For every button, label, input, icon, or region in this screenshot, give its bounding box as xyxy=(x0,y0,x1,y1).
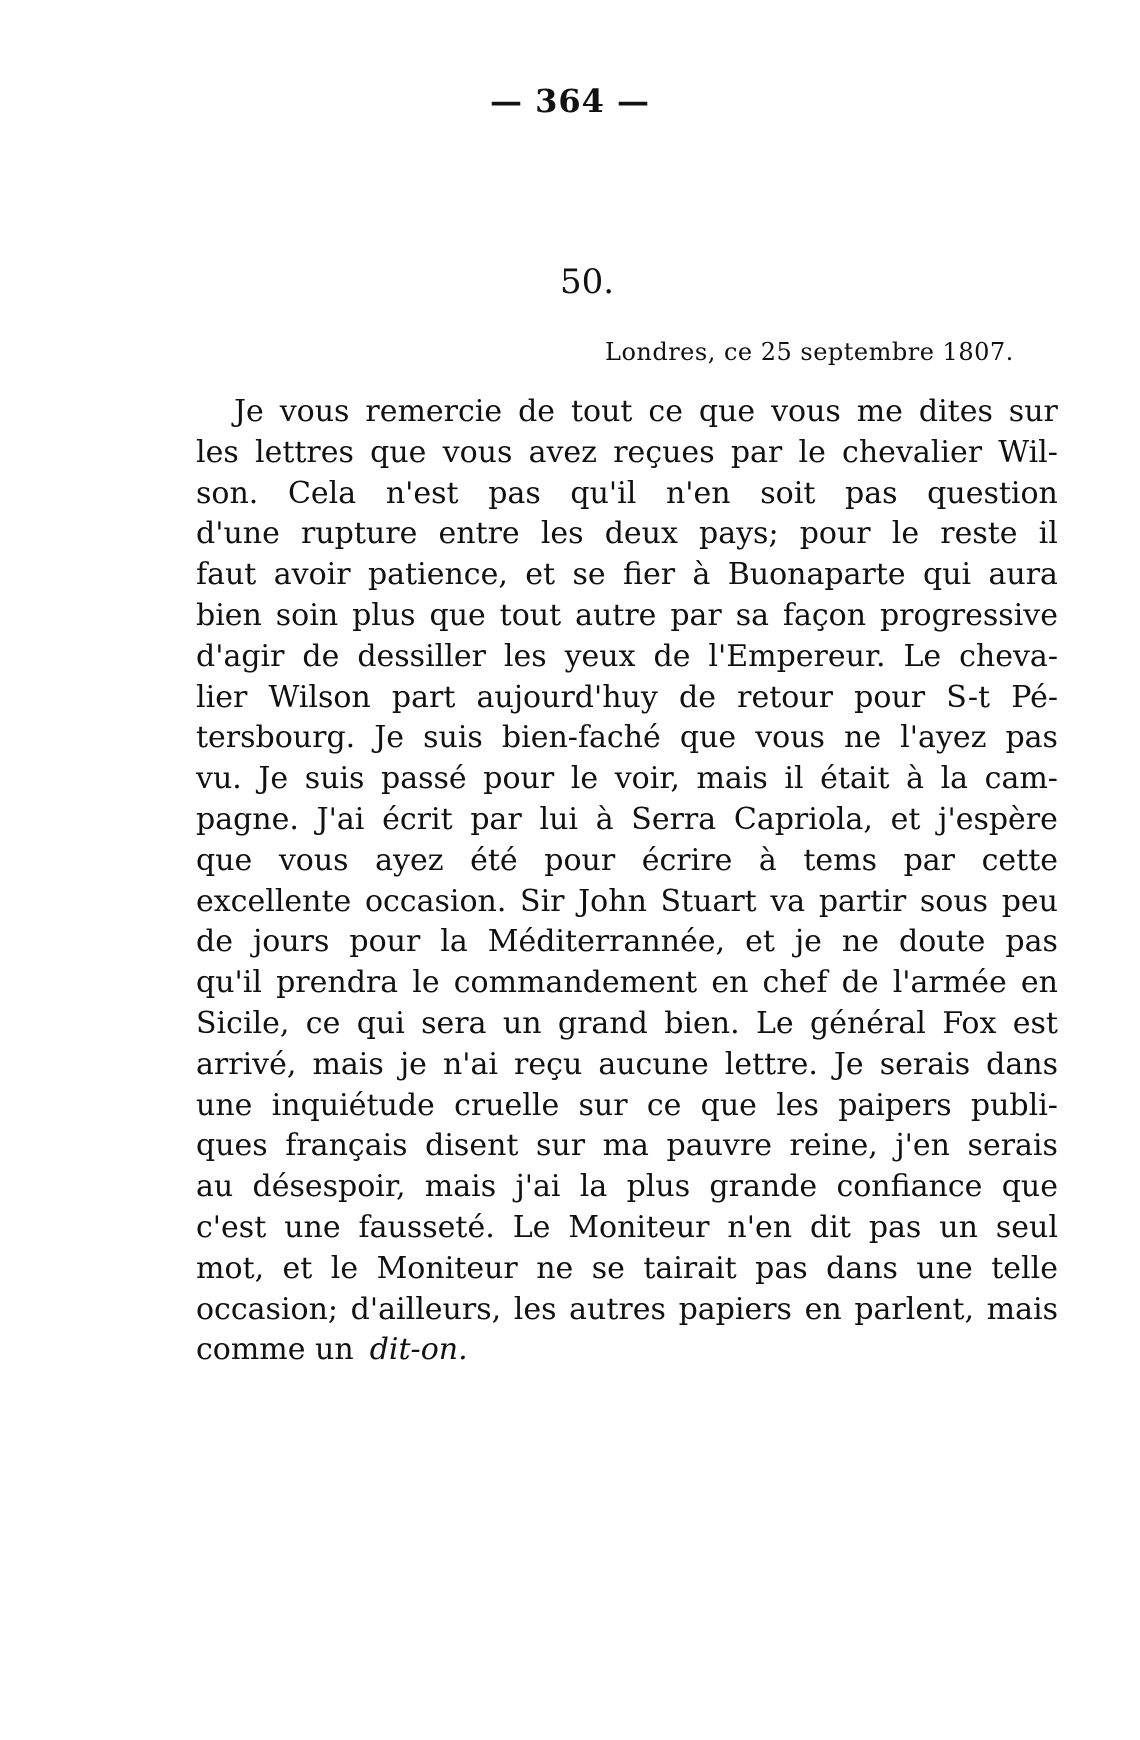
word: lettres xyxy=(254,434,354,470)
word: j'espère xyxy=(938,801,1058,837)
word: Serra xyxy=(631,801,717,837)
word: jours xyxy=(252,924,330,960)
word: arrivé, xyxy=(196,1046,297,1082)
word: vous xyxy=(278,842,349,878)
word: et xyxy=(282,1250,313,1286)
letter-line xyxy=(196,841,1058,882)
word: c'est xyxy=(196,1209,267,1245)
word: est xyxy=(1012,1005,1058,1041)
word: suis xyxy=(423,720,483,756)
word: les xyxy=(503,638,547,674)
word: de xyxy=(196,924,233,960)
word: une xyxy=(196,1087,253,1123)
word: ques xyxy=(196,1128,268,1164)
word: de xyxy=(841,965,879,1001)
word: que xyxy=(679,720,737,756)
word: faut xyxy=(196,557,257,593)
word: pas xyxy=(1005,720,1058,756)
word: que xyxy=(370,434,427,470)
word: en xyxy=(1020,965,1058,1001)
word: occasion. xyxy=(364,883,507,919)
word: tout xyxy=(499,597,562,633)
word: les xyxy=(196,434,239,470)
word: mais xyxy=(986,1291,1058,1327)
word: pas xyxy=(1005,924,1058,960)
word: de xyxy=(518,394,556,429)
word: Le xyxy=(755,1005,794,1041)
word: tersbourg. xyxy=(196,720,356,756)
word: et xyxy=(890,801,921,837)
word: reçu xyxy=(514,1046,583,1082)
word: Je xyxy=(833,1046,864,1082)
word: part xyxy=(391,679,456,715)
word: d'une xyxy=(196,516,280,552)
word: le xyxy=(412,965,440,1001)
word: de xyxy=(302,638,340,674)
word: pas xyxy=(755,1250,808,1286)
word: Fox xyxy=(942,1005,997,1041)
word: confiance xyxy=(836,1169,983,1205)
word: son. xyxy=(196,475,259,511)
word: d'agir xyxy=(196,638,285,674)
word: autre xyxy=(575,597,657,633)
word: ce xyxy=(305,1005,341,1041)
word: suis xyxy=(304,761,365,797)
word: français xyxy=(285,1128,408,1164)
word: avez xyxy=(528,434,597,470)
word: par xyxy=(730,434,783,470)
word: sera xyxy=(421,1005,487,1041)
word: Le xyxy=(512,1209,551,1245)
word: voir, xyxy=(614,761,680,797)
word: doute xyxy=(898,924,986,960)
word: Je xyxy=(234,394,264,429)
word: cam- xyxy=(984,761,1058,797)
word: serais xyxy=(967,1128,1058,1164)
letter-line xyxy=(196,514,1058,555)
letter-line xyxy=(196,433,1058,474)
word: l'armée xyxy=(892,965,1007,1001)
word: j'ai xyxy=(515,1169,561,1205)
word: reine, xyxy=(789,1128,878,1164)
word: dites xyxy=(918,394,993,429)
word: général xyxy=(810,1005,926,1041)
word: mais xyxy=(424,1169,497,1205)
word: S-t xyxy=(946,679,991,715)
last-line-italic: dit-on. xyxy=(369,1332,468,1368)
word: le xyxy=(891,516,920,552)
word: Le xyxy=(903,638,942,674)
word: cheva- xyxy=(959,638,1058,674)
word: lettre. xyxy=(724,1046,818,1082)
word: autres xyxy=(569,1291,666,1327)
word: parlent, xyxy=(854,1291,975,1327)
letter-line xyxy=(196,596,1058,637)
letter-dateline: Londres, ce 25 septembre 1807. xyxy=(605,338,1014,366)
word: lui xyxy=(539,801,578,837)
word: il xyxy=(1038,516,1058,552)
word: bien-faché xyxy=(501,720,661,756)
word: à xyxy=(758,842,777,878)
word: va xyxy=(770,883,806,919)
word: en xyxy=(804,1291,842,1327)
word: n'en xyxy=(665,475,731,511)
word: progressive xyxy=(879,597,1058,633)
word: pour xyxy=(349,924,421,960)
word: mais xyxy=(696,761,768,797)
letter-line xyxy=(196,1004,1058,1045)
letter-line xyxy=(196,1045,1058,1086)
word: vous xyxy=(442,434,513,470)
word: par xyxy=(470,801,522,837)
word: un xyxy=(502,1005,542,1041)
word: plus xyxy=(352,597,416,633)
word: Moniteur xyxy=(376,1250,518,1286)
word: chevalier xyxy=(842,434,983,470)
word: entre xyxy=(438,516,520,552)
word: Cela xyxy=(287,475,357,511)
letter-line xyxy=(196,678,1058,719)
word: que xyxy=(698,394,756,429)
word: aujourd'huy xyxy=(476,679,658,715)
word: fier xyxy=(622,557,676,593)
word: je xyxy=(399,1046,427,1082)
word: écrire xyxy=(641,842,733,878)
word: commandement xyxy=(453,965,698,1001)
word: mais xyxy=(312,1046,384,1082)
word: soin xyxy=(275,597,339,633)
word: qu'il xyxy=(196,965,262,1001)
word: vu. xyxy=(196,761,242,797)
letter-line xyxy=(196,555,1058,596)
word: rupture xyxy=(300,516,418,552)
word: Capriola, xyxy=(733,801,873,837)
word: se xyxy=(572,557,606,593)
word: grande xyxy=(709,1169,818,1205)
word: vous xyxy=(771,394,841,429)
word: la xyxy=(440,924,468,960)
word: seul xyxy=(995,1209,1058,1245)
word: une xyxy=(284,1209,341,1245)
word: qui xyxy=(356,1005,405,1041)
word: les xyxy=(776,1087,819,1123)
word: façon xyxy=(782,597,867,633)
letter-line xyxy=(196,1126,1058,1167)
word: que xyxy=(429,597,486,633)
letter-line xyxy=(196,1167,1058,1208)
word: n'en xyxy=(727,1209,793,1245)
word: le xyxy=(330,1250,359,1286)
word: Sir xyxy=(520,883,565,919)
letter-line xyxy=(196,882,1058,923)
word: qu'il xyxy=(570,475,637,511)
word: telle xyxy=(991,1250,1058,1286)
word: ce xyxy=(648,394,683,429)
page-number: — 364 — xyxy=(489,82,651,120)
word: que xyxy=(196,842,253,878)
word: prendra xyxy=(276,965,399,1001)
word: inquiétude xyxy=(271,1087,435,1123)
word: aucune xyxy=(598,1046,709,1082)
word: la xyxy=(579,1169,608,1205)
word: ne xyxy=(841,924,879,960)
word: les xyxy=(540,516,584,552)
word: et xyxy=(525,557,556,593)
word: je xyxy=(794,924,822,960)
letter-line xyxy=(196,392,1058,433)
word: soit xyxy=(760,475,816,511)
word: patience, xyxy=(367,557,508,593)
word: partir xyxy=(818,883,907,919)
word: Wil- xyxy=(998,434,1058,470)
letter-last-line xyxy=(196,1330,1058,1371)
word: écrit xyxy=(382,801,453,837)
letter-number: 50. xyxy=(560,262,615,302)
word: peu xyxy=(1001,883,1058,919)
word: Sicile, xyxy=(196,1005,290,1041)
word: Wilson xyxy=(268,679,371,715)
word: yeux xyxy=(564,638,636,674)
word: le xyxy=(798,434,826,470)
word: pauvre xyxy=(666,1128,772,1164)
word: aura xyxy=(988,557,1058,593)
word: Buonaparte xyxy=(727,557,906,593)
word: Moniteur xyxy=(568,1209,710,1245)
letter-line xyxy=(196,922,1058,963)
word: papiers xyxy=(678,1291,792,1327)
word: que xyxy=(700,1087,757,1123)
word: un xyxy=(939,1209,978,1245)
word: ma xyxy=(602,1128,649,1164)
word: chef xyxy=(762,965,828,1001)
word: pas xyxy=(488,475,541,511)
word: sur xyxy=(536,1128,586,1164)
word: dans xyxy=(986,1046,1058,1082)
word: reçues xyxy=(613,434,715,470)
word: passé xyxy=(381,761,467,797)
letter-body xyxy=(196,392,1058,1371)
word: disent xyxy=(425,1128,519,1164)
word: de xyxy=(653,638,691,674)
letter-line xyxy=(196,637,1058,678)
word: se xyxy=(591,1250,625,1286)
word: de xyxy=(678,679,716,715)
letter-line xyxy=(196,718,1058,759)
word: J'ai xyxy=(316,801,365,837)
word: sa xyxy=(735,597,769,633)
word: tems xyxy=(803,842,878,878)
word: vous xyxy=(279,394,350,429)
word: à xyxy=(692,557,711,593)
word: retour xyxy=(737,679,833,715)
word: bien xyxy=(196,597,262,633)
word: sur xyxy=(578,1087,628,1123)
word: tout xyxy=(570,394,633,429)
word: occasion; xyxy=(196,1291,339,1327)
letter-line xyxy=(196,1086,1058,1127)
word: lier xyxy=(196,679,248,715)
word: fausseté. xyxy=(358,1209,495,1245)
word: été xyxy=(470,842,518,878)
word: Je xyxy=(374,720,405,756)
word: pour xyxy=(483,761,555,797)
word: n'est xyxy=(385,475,459,511)
letter-line xyxy=(196,963,1058,1004)
letter-line xyxy=(196,759,1058,800)
word: une xyxy=(916,1250,973,1286)
word: John xyxy=(578,883,647,919)
word: remercie xyxy=(365,394,503,429)
word: avoir xyxy=(273,557,351,593)
word: par xyxy=(903,842,956,878)
word: pas xyxy=(868,1209,922,1245)
word: à xyxy=(906,761,924,797)
word: par xyxy=(670,597,722,633)
word: dit xyxy=(810,1209,851,1245)
word: ne xyxy=(536,1250,574,1286)
word: sur xyxy=(1008,394,1058,429)
letter-line xyxy=(196,1249,1058,1290)
letter-line xyxy=(196,474,1058,515)
word: dans xyxy=(826,1250,898,1286)
word: l'Empereur. xyxy=(708,638,886,674)
last-line-text: comme un xyxy=(196,1332,354,1368)
word: plus xyxy=(626,1169,691,1205)
word: grand xyxy=(557,1005,648,1041)
word: pour xyxy=(854,679,926,715)
word: Méditerrannée, xyxy=(487,924,726,960)
word: pour xyxy=(799,516,871,552)
word: la xyxy=(940,761,969,797)
word: sous xyxy=(919,883,989,919)
letter-line xyxy=(196,800,1058,841)
word: qui xyxy=(923,557,972,593)
word: Stuart xyxy=(660,883,757,919)
letter-line xyxy=(196,1208,1058,1249)
word: les xyxy=(513,1291,557,1327)
word: excellente xyxy=(196,883,352,919)
word: que xyxy=(1001,1169,1058,1205)
word: question xyxy=(927,475,1058,511)
word: au xyxy=(196,1169,234,1205)
word: n'ai xyxy=(442,1046,498,1082)
word: vous xyxy=(755,720,825,756)
letter-line xyxy=(196,1290,1058,1331)
letter-lines xyxy=(196,392,1058,1330)
word: ne xyxy=(844,720,882,756)
word: serais xyxy=(879,1046,971,1082)
word: en xyxy=(711,965,749,1001)
word: j'en xyxy=(895,1128,950,1164)
word: désespoir, xyxy=(252,1169,406,1205)
word: mot, xyxy=(196,1250,265,1286)
word: d'ailleurs, xyxy=(350,1291,502,1327)
word: tairait xyxy=(643,1250,737,1286)
word: Je xyxy=(258,761,289,797)
word: paipers xyxy=(838,1087,952,1123)
word: pagne. xyxy=(196,801,299,837)
word: Pé- xyxy=(1011,679,1058,715)
word: deux xyxy=(604,516,678,552)
word: cette xyxy=(981,842,1058,878)
word: était xyxy=(820,761,890,797)
word: pas xyxy=(845,475,898,511)
word: et xyxy=(745,924,775,960)
word: ayez xyxy=(375,842,444,878)
word: dessiller xyxy=(357,638,486,674)
word: il xyxy=(784,761,804,797)
word: me xyxy=(856,394,903,429)
word: l'ayez xyxy=(900,720,987,756)
word: pour xyxy=(544,842,616,878)
word: bien. xyxy=(664,1005,740,1041)
word: à xyxy=(595,801,614,837)
word: le xyxy=(570,761,599,797)
word: cruelle xyxy=(454,1087,560,1123)
word: pays; xyxy=(699,516,779,552)
word: ce xyxy=(646,1087,682,1123)
word: publi- xyxy=(970,1087,1058,1123)
word: reste xyxy=(940,516,1018,552)
